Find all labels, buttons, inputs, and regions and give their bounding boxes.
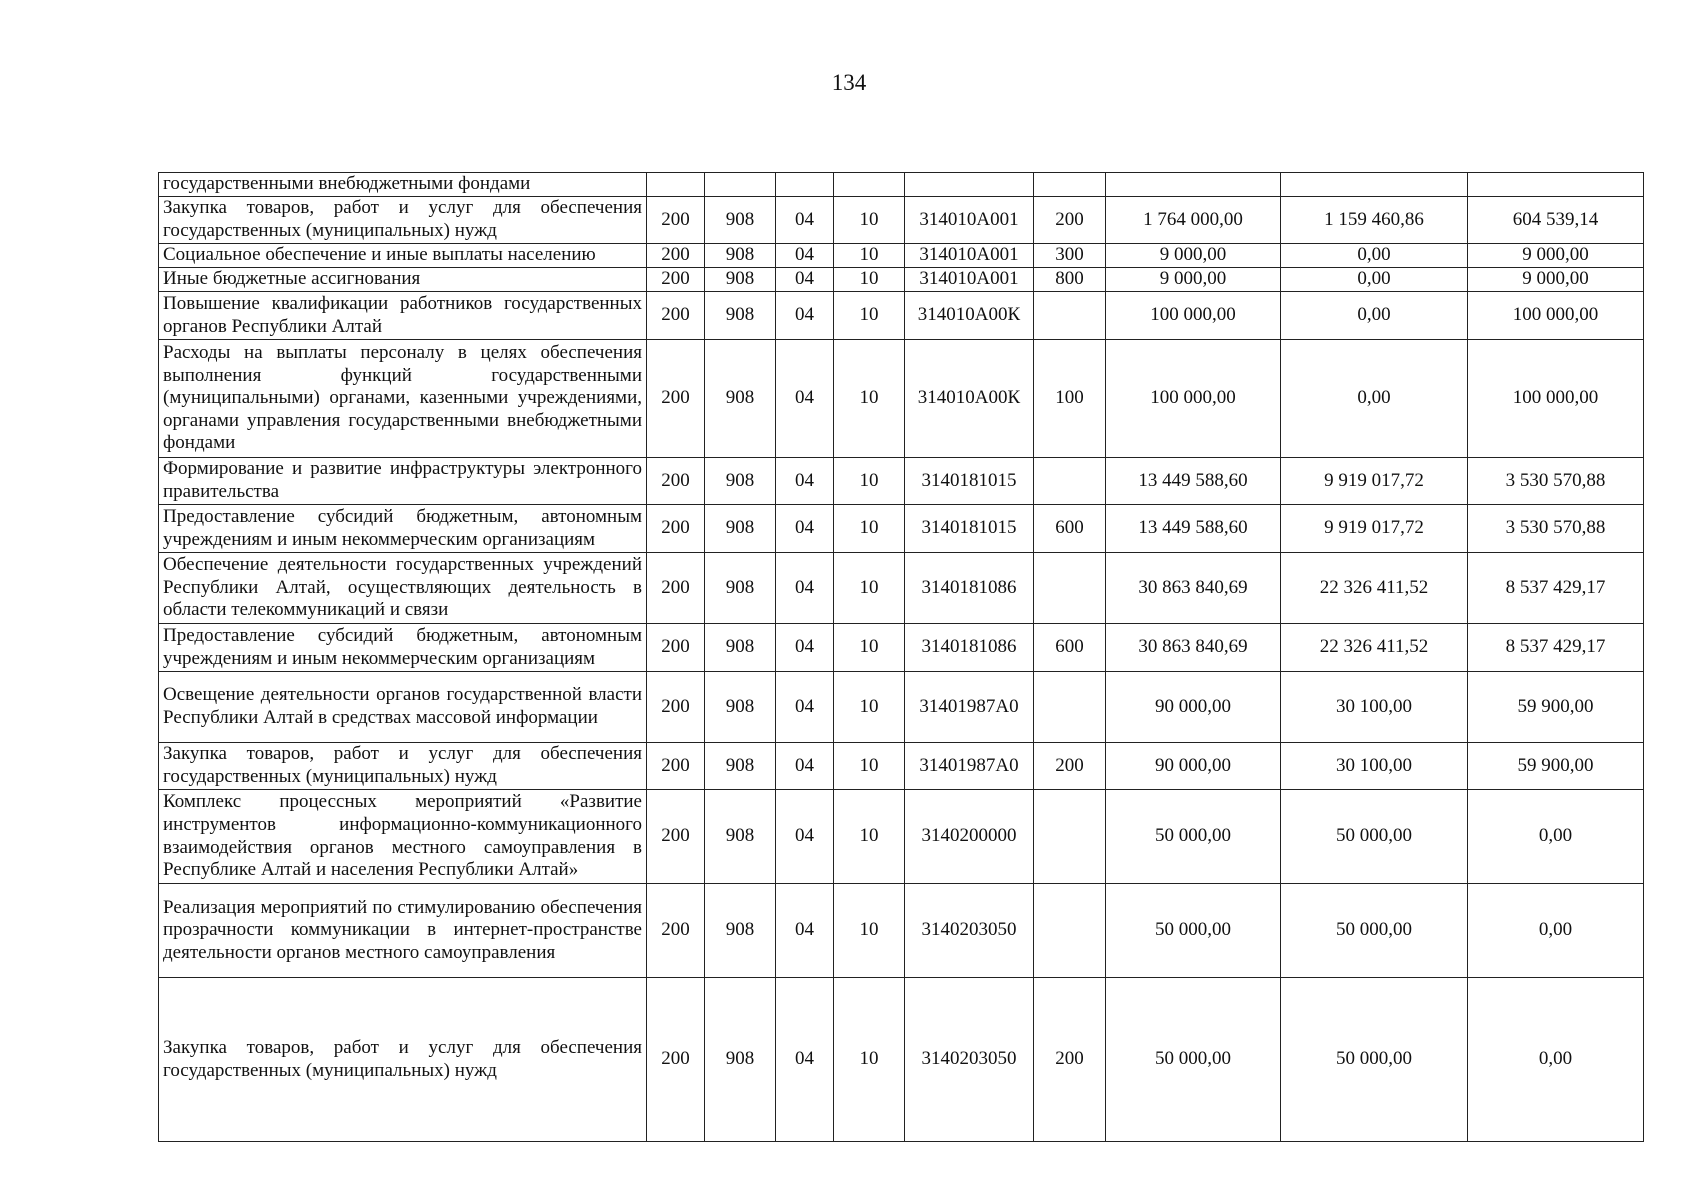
cell-remainder: 59 900,00 <box>1468 672 1644 743</box>
cell-executed: 9 919 017,72 <box>1281 458 1468 505</box>
cell-subsection: 10 <box>834 197 905 244</box>
row-description: Закупка товаров, работ и услуг для обеспечения государственных (муниципальных) нужд <box>159 743 647 790</box>
cell-section: 04 <box>776 884 834 978</box>
cell-code: 200 <box>647 978 705 1142</box>
cell-ministry: 908 <box>705 672 776 743</box>
cell-remainder <box>1468 173 1644 197</box>
row-description: Закупка товаров, работ и услуг для обеспечения государственных (муниципальных) нужд <box>159 197 647 244</box>
row-description: Расходы на выплаты персоналу в целях обеспечения выполнения функций государственными (муниципальными) органами, казенными учреждениями, органами управления государственными внебюджетными фондами <box>159 340 647 458</box>
cell-target-article: 3140203050 <box>905 978 1034 1142</box>
row-description: Предоставление субсидий бюджетным, автономным учреждениям и иным некоммерческим организациям <box>159 624 647 672</box>
cell-expense-type <box>1034 458 1106 505</box>
row-description: Освещение деятельности органов государственной власти Республики Алтай в средствах массовой информации <box>159 672 647 743</box>
cell-section: 04 <box>776 624 834 672</box>
table-row <box>159 553 1644 624</box>
cell-planned: 50 000,00 <box>1106 790 1281 884</box>
cell-subsection: 10 <box>834 292 905 340</box>
cell-ministry: 908 <box>705 340 776 458</box>
cell-planned: 9 000,00 <box>1106 244 1281 268</box>
cell-expense-type <box>1034 884 1106 978</box>
cell-section: 04 <box>776 790 834 884</box>
cell-section: 04 <box>776 743 834 790</box>
row-description: Иные бюджетные ассигнования <box>159 268 647 292</box>
table-row <box>159 244 1644 268</box>
cell-target-article: 314010А001 <box>905 244 1034 268</box>
cell-remainder: 100 000,00 <box>1468 292 1644 340</box>
cell-section: 04 <box>776 268 834 292</box>
cell-target-article: 3140181015 <box>905 505 1034 553</box>
cell-planned: 13 449 588,60 <box>1106 505 1281 553</box>
cell-ministry: 908 <box>705 458 776 505</box>
cell-remainder: 9 000,00 <box>1468 244 1644 268</box>
cell-expense-type <box>1034 553 1106 624</box>
cell-expense-type: 600 <box>1034 624 1106 672</box>
cell-section: 04 <box>776 244 834 268</box>
cell-target-article: 31401987А0 <box>905 743 1034 790</box>
cell-code: 200 <box>647 790 705 884</box>
row-description: Комплекс процессных мероприятий «Развитие инструментов информационно-коммуникационного взаимодействия органов местного самоуправления в Республике Алтай и населения Республики Алтай» <box>159 790 647 884</box>
cell-target-article: 3140200000 <box>905 790 1034 884</box>
table-row <box>159 884 1644 978</box>
row-description: государственными внебюджетными фондами <box>159 173 647 197</box>
cell-executed: 0,00 <box>1281 340 1468 458</box>
cell-target-article: 3140181086 <box>905 553 1034 624</box>
table-row <box>159 292 1644 340</box>
cell-code: 200 <box>647 505 705 553</box>
cell-target-article <box>905 173 1034 197</box>
cell-ministry: 908 <box>705 743 776 790</box>
table-row <box>159 672 1644 743</box>
cell-expense-type: 800 <box>1034 268 1106 292</box>
cell-remainder: 0,00 <box>1468 790 1644 884</box>
cell-ministry: 908 <box>705 292 776 340</box>
cell-planned: 13 449 588,60 <box>1106 458 1281 505</box>
cell-expense-type: 200 <box>1034 978 1106 1142</box>
cell-expense-type <box>1034 292 1106 340</box>
cell-planned: 100 000,00 <box>1106 340 1281 458</box>
cell-planned: 1 764 000,00 <box>1106 197 1281 244</box>
table-row <box>159 173 1644 197</box>
row-description: Предоставление субсидий бюджетным, автономным учреждениям и иным некоммерческим организациям <box>159 505 647 553</box>
cell-ministry: 908 <box>705 624 776 672</box>
table-row <box>159 458 1644 505</box>
cell-subsection: 10 <box>834 672 905 743</box>
cell-expense-type <box>1034 790 1106 884</box>
cell-code <box>647 173 705 197</box>
cell-expense-type: 200 <box>1034 197 1106 244</box>
cell-executed: 50 000,00 <box>1281 884 1468 978</box>
cell-remainder: 0,00 <box>1468 978 1644 1142</box>
cell-subsection: 10 <box>834 884 905 978</box>
cell-remainder: 59 900,00 <box>1468 743 1644 790</box>
table-row <box>159 624 1644 672</box>
table-row <box>159 197 1644 244</box>
cell-section: 04 <box>776 553 834 624</box>
table-row <box>159 743 1644 790</box>
cell-subsection: 10 <box>834 268 905 292</box>
cell-subsection <box>834 173 905 197</box>
cell-remainder: 3 530 570,88 <box>1468 505 1644 553</box>
table-row <box>159 340 1644 458</box>
cell-planned: 90 000,00 <box>1106 672 1281 743</box>
cell-ministry: 908 <box>705 505 776 553</box>
cell-subsection: 10 <box>834 978 905 1142</box>
cell-executed: 22 326 411,52 <box>1281 553 1468 624</box>
cell-ministry: 908 <box>705 244 776 268</box>
cell-planned: 9 000,00 <box>1106 268 1281 292</box>
cell-subsection: 10 <box>834 743 905 790</box>
cell-code: 200 <box>647 672 705 743</box>
cell-expense-type: 200 <box>1034 743 1106 790</box>
table-row <box>159 790 1644 884</box>
cell-expense-type: 300 <box>1034 244 1106 268</box>
cell-code: 200 <box>647 743 705 790</box>
cell-executed: 0,00 <box>1281 244 1468 268</box>
row-description: Обеспечение деятельности государственных учреждений Республики Алтай, осуществляющих деятельность в области телекоммуникаций и связи <box>159 553 647 624</box>
cell-executed: 0,00 <box>1281 268 1468 292</box>
cell-code: 200 <box>647 340 705 458</box>
cell-subsection: 10 <box>834 505 905 553</box>
cell-code: 200 <box>647 884 705 978</box>
cell-remainder: 3 530 570,88 <box>1468 458 1644 505</box>
row-description: Формирование и развитие инфраструктуры электронного правительства <box>159 458 647 505</box>
cell-code: 200 <box>647 197 705 244</box>
cell-code: 200 <box>647 292 705 340</box>
cell-section: 04 <box>776 292 834 340</box>
cell-remainder: 8 537 429,17 <box>1468 553 1644 624</box>
cell-planned: 30 863 840,69 <box>1106 553 1281 624</box>
cell-planned: 30 863 840,69 <box>1106 624 1281 672</box>
cell-section: 04 <box>776 505 834 553</box>
cell-section: 04 <box>776 197 834 244</box>
cell-planned: 90 000,00 <box>1106 743 1281 790</box>
cell-executed: 30 100,00 <box>1281 672 1468 743</box>
cell-remainder: 0,00 <box>1468 884 1644 978</box>
cell-section: 04 <box>776 340 834 458</box>
cell-expense-type <box>1034 173 1106 197</box>
cell-subsection: 10 <box>834 624 905 672</box>
cell-expense-type <box>1034 672 1106 743</box>
cell-target-article: 314010А001 <box>905 268 1034 292</box>
cell-subsection: 10 <box>834 340 905 458</box>
cell-code: 200 <box>647 624 705 672</box>
cell-target-article: 31401987А0 <box>905 672 1034 743</box>
cell-planned: 50 000,00 <box>1106 884 1281 978</box>
cell-remainder: 604 539,14 <box>1468 197 1644 244</box>
cell-code: 200 <box>647 244 705 268</box>
cell-code: 200 <box>647 268 705 292</box>
row-description: Социальное обеспечение и иные выплаты населению <box>159 244 647 268</box>
cell-executed: 50 000,00 <box>1281 790 1468 884</box>
cell-target-article: 3140203050 <box>905 884 1034 978</box>
cell-target-article: 314010А00К <box>905 340 1034 458</box>
cell-executed: 50 000,00 <box>1281 978 1468 1142</box>
budget-table <box>158 172 1644 1142</box>
cell-planned: 50 000,00 <box>1106 978 1281 1142</box>
row-description: Закупка товаров, работ и услуг для обеспечения государственных (муниципальных) нужд <box>159 978 647 1142</box>
cell-ministry: 908 <box>705 978 776 1142</box>
cell-executed <box>1281 173 1468 197</box>
cell-ministry: 908 <box>705 790 776 884</box>
cell-ministry: 908 <box>705 884 776 978</box>
cell-executed: 1 159 460,86 <box>1281 197 1468 244</box>
cell-executed: 30 100,00 <box>1281 743 1468 790</box>
cell-ministry <box>705 173 776 197</box>
table-row <box>159 268 1644 292</box>
row-description: Реализация мероприятий по стимулированию обеспечения прозрачности коммуникации в интернет-пространстве деятельности органов местного самоуправления <box>159 884 647 978</box>
cell-planned <box>1106 173 1281 197</box>
cell-subsection: 10 <box>834 458 905 505</box>
cell-ministry: 908 <box>705 197 776 244</box>
cell-subsection: 10 <box>834 790 905 884</box>
row-description: Повышение квалификации работников государственных органов Республики Алтай <box>159 292 647 340</box>
cell-code: 200 <box>647 458 705 505</box>
cell-section: 04 <box>776 672 834 743</box>
page-number: 134 <box>831 70 867 95</box>
cell-subsection: 10 <box>834 244 905 268</box>
cell-target-article: 3140181086 <box>905 624 1034 672</box>
cell-section: 04 <box>776 978 834 1142</box>
cell-subsection: 10 <box>834 553 905 624</box>
cell-executed: 22 326 411,52 <box>1281 624 1468 672</box>
cell-target-article: 314010А001 <box>905 197 1034 244</box>
cell-ministry: 908 <box>705 268 776 292</box>
cell-ministry: 908 <box>705 553 776 624</box>
cell-expense-type: 100 <box>1034 340 1106 458</box>
cell-executed: 0,00 <box>1281 292 1468 340</box>
cell-section: 04 <box>776 458 834 505</box>
table-row <box>159 978 1644 1142</box>
cell-remainder: 8 537 429,17 <box>1468 624 1644 672</box>
table-row <box>159 505 1644 553</box>
cell-executed: 9 919 017,72 <box>1281 505 1468 553</box>
cell-remainder: 100 000,00 <box>1468 340 1644 458</box>
cell-section <box>776 173 834 197</box>
cell-remainder: 9 000,00 <box>1468 268 1644 292</box>
cell-expense-type: 600 <box>1034 505 1106 553</box>
cell-planned: 100 000,00 <box>1106 292 1281 340</box>
cell-target-article: 3140181015 <box>905 458 1034 505</box>
cell-target-article: 314010А00К <box>905 292 1034 340</box>
cell-code: 200 <box>647 553 705 624</box>
